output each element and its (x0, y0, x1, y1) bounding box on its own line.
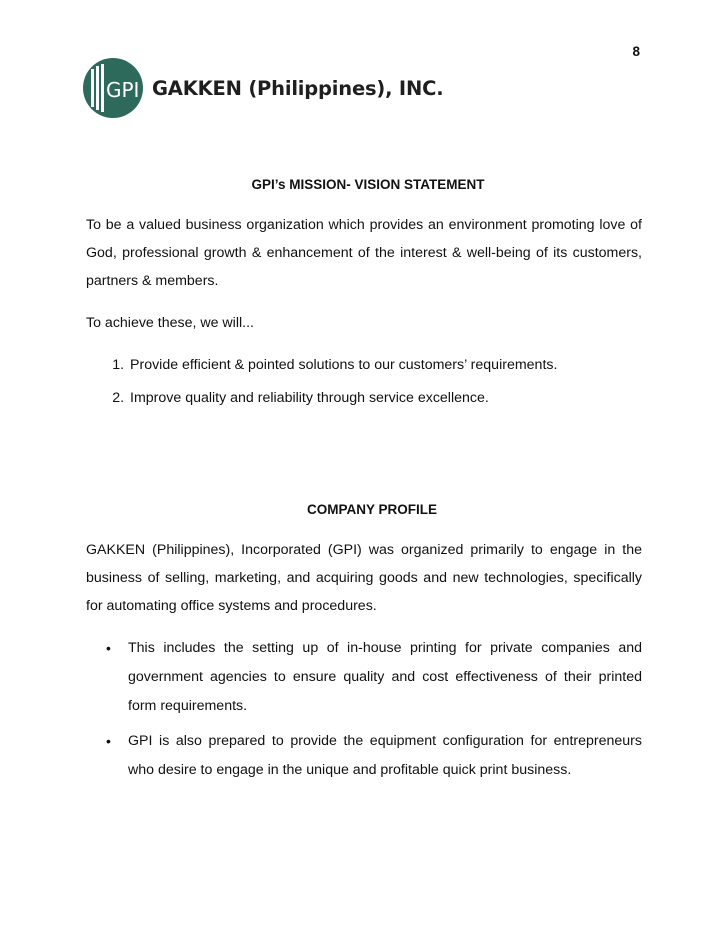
company-logo (82, 57, 443, 119)
page-number: 8 (632, 44, 640, 59)
profile-point-text: This includes the setting up of in-house printing for private companies and government agencies to ensure quality and cost effectiveness of their printed form requirements. (128, 640, 642, 714)
goal-item: 2. Improve quality and reliability through service excellence. (128, 384, 642, 412)
company-profile-paragraph: GAKKEN (Philippines), Incorporated (GPI) was organized primarily to engage in the business of selling, marketing, and acquiring goods and new technologies, specifically for automating office systems and procedures. (86, 542, 642, 614)
list-item (106, 634, 642, 721)
gpi-emblem-icon (82, 57, 144, 119)
goals-list (86, 351, 642, 412)
list-item (106, 727, 642, 785)
mission-statement: To be a valued business organization which provides an environment promoting love of God, professional growth & enhancement of the interest & well-being of its customers, partners & members. (86, 217, 642, 289)
profile-points-list (86, 634, 642, 785)
goal-item: 1. Provide efficient & pointed solutions to our customers’ requirements. (128, 351, 642, 379)
company-name: GAKKEN (Philippines), INC. (152, 76, 444, 100)
company-profile-heading: COMPANY PROFILE (306, 502, 437, 517)
profile-point-text: GPI is also prepared to provide the equipment configuration for entrepreneurs who desire to engage in the unique and profitable quick print business. (128, 733, 642, 778)
emblem-text: GPI (106, 78, 140, 102)
bullet-icon: • (106, 640, 111, 656)
bullet-icon: • (106, 733, 111, 749)
document-body (86, 171, 642, 791)
goals-intro: To achieve these, we will... (86, 315, 254, 331)
mission-vision-heading: GPI’s MISSION- VISION STATEMENT (251, 177, 485, 192)
